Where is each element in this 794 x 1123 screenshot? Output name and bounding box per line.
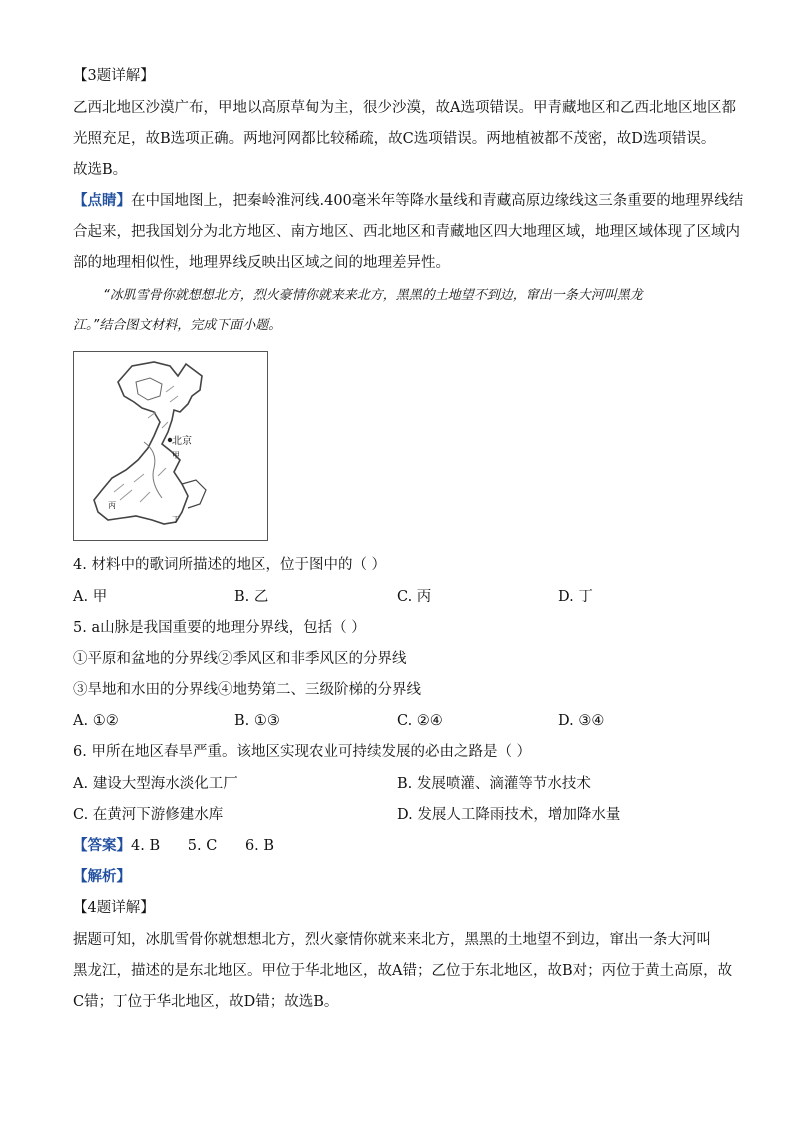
region-map	[73, 351, 268, 541]
dianjing-tag: 【点睛】	[73, 192, 131, 209]
answer-text: 4. B 5. C 6. B	[131, 838, 275, 854]
q6-option-a: A. 建设大型海水淡化工厂	[73, 776, 238, 792]
answer-line	[73, 836, 274, 856]
section4-heading: 【4题详解】	[73, 900, 155, 916]
q5-statement-1: ①平原和盆地的分界线②季风区和非季风区的分界线	[73, 651, 407, 667]
map-terrain-2	[148, 386, 178, 428]
dianjing-line-1	[73, 191, 743, 211]
q4-option-b: B. 乙	[234, 589, 269, 605]
map-label-beijing: 北京	[172, 436, 192, 447]
q6-option-d: D. 发展人工降雨技术，增加降水量	[397, 807, 621, 823]
q4-stem: 4. 材料中的歌词所描述的地区，位于图中的（ ）	[73, 557, 387, 573]
dianjing-line-3: 部的地理相似性，地理界线反映出区域之间的地理差异性。	[73, 255, 450, 271]
q4-option-c: C. 丙	[397, 589, 432, 605]
dianjing-text-1: 在中国地图上，把秦岭淮河线.400毫米年等降水量线和青藏高原边缘线这三条重要的地理界线结	[131, 193, 744, 209]
map-figure	[74, 352, 267, 540]
q5-option-a: A. ①②	[73, 713, 119, 729]
analysis-tag: 【解析】	[73, 868, 131, 885]
section3-line-2: 光照充足，故B选项正确。两地河网都比较稀疏，故C选项错误。两地植被都不茂密，故D选项错误。	[73, 131, 716, 147]
map-label-jia: 甲	[172, 451, 180, 460]
material-line-2: 江。”结合图文材料，完成下面小题。	[73, 318, 282, 333]
material-line-1: “冰肌雪骨你就想想北方，烈火豪情你就来来北方，黑黑的土地望不到边，窜出一条大河叫黑龙	[103, 288, 643, 303]
answer-tag: 【答案】	[73, 837, 131, 854]
q5-option-d: D. ③④	[558, 713, 605, 729]
q6-option-c: C. 在黄河下游修建水库	[73, 807, 224, 823]
q6-option-b: B. 发展喷灌、滴灌等节水技术	[397, 776, 591, 792]
q5-stem: 5. a山脉是我国重要的地理分界线，包括（ ）	[73, 620, 366, 636]
section4-line-3: C错；丁位于华北地区，故D错；故选B。	[73, 994, 339, 1010]
map-inner-region	[136, 378, 162, 400]
q5-option-b: B. ①③	[234, 713, 280, 729]
section3-heading: 【3题详解】	[73, 68, 155, 84]
section3-line-1: 乙西北地区沙漠广布，甲地以高原草甸为主，很少沙漠，故A选项错误。甲青藏地区和乙西北地区地区都	[73, 100, 736, 116]
q4-option-a: A. 甲	[73, 589, 108, 605]
q6-stem: 6. 甲所在地区春旱严重。该地区实现农业可持续发展的必由之路是（ ）	[73, 744, 532, 760]
q5-option-c: C. ②④	[397, 713, 443, 729]
q4-option-d: D. 丁	[558, 589, 593, 605]
section3-line-3: 故选B。	[73, 162, 128, 178]
map-label-bing: 丙	[108, 501, 116, 510]
section4-line-1: 据题可知，冰肌雪骨你就想想北方，烈火豪情你就来来北方，黑黑的土地望不到边，窜出一条大河叫	[73, 932, 711, 948]
q5-statement-2: ③旱地和水田的分界线④地势第二、三级阶梯的分界线	[73, 682, 421, 698]
section4-line-2: 黑龙江，描述的是东北地区。甲位于华北地区，故A错；乙位于东北地区，故B对；丙位于黄土高原，故	[73, 963, 733, 979]
map-label-ding: 丁	[172, 515, 180, 524]
dianjing-line-2: 合起来，把我国划分为北方地区、南方地区、西北地区和青藏地区四大地理区域，地理区域体现了区域内	[73, 224, 740, 240]
